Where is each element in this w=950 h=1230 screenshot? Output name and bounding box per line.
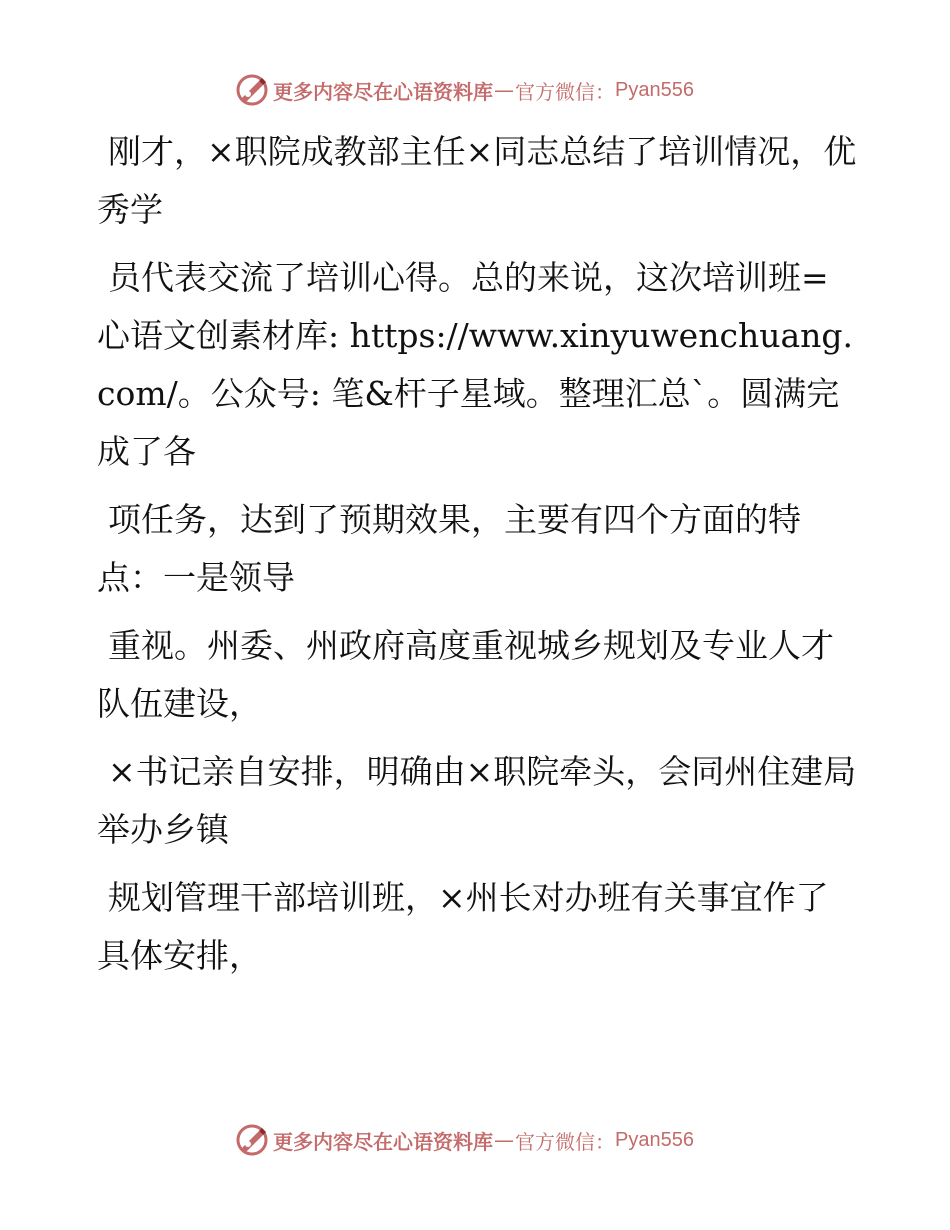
banner-dash: —	[494, 78, 514, 102]
paragraph	[97, 123, 857, 239]
banner-wechat-id: Pyan556	[615, 78, 694, 101]
banner-wechat-id: Pyan556	[615, 1128, 694, 1151]
banner-official-label: 官方微信：	[515, 79, 615, 104]
paragraph	[97, 491, 857, 607]
banner-official-label: 官方微信：	[515, 1129, 615, 1154]
page-header	[0, 70, 950, 110]
page-footer	[0, 1120, 950, 1160]
footer-banner	[235, 1122, 694, 1158]
header-banner	[235, 72, 694, 108]
paragraph-text: 项任务，达到了预期效果，主要有四个方面的特点：一是领导	[97, 500, 801, 597]
paragraph-text: 重视。州委、州政府高度重视城乡规划及专业人才队伍建设，	[97, 626, 834, 723]
banner-promo-text: 更多内容尽在心语资料库	[273, 1129, 493, 1154]
paragraph	[97, 743, 857, 859]
document-body	[97, 123, 857, 995]
banner-dash: —	[494, 1128, 514, 1152]
paragraph	[97, 869, 857, 985]
banner-promo-text: 更多内容尽在心语资料库	[273, 79, 493, 104]
pen-logo-icon	[235, 1123, 269, 1157]
paragraph-text: 刚才，×职院成教部主任×同志总结了培训情况，优秀学	[97, 132, 857, 229]
paragraph-text: 规划管理干部培训班，×州长对办班有关事宜作了具体安排，	[97, 878, 829, 975]
paragraph-text: ×书记亲自安排，明确由×职院牵头，会同州住建局举办乡镇	[97, 752, 857, 849]
pen-logo-icon	[235, 73, 269, 107]
paragraph	[97, 617, 857, 733]
paragraph	[97, 249, 857, 481]
paragraph-text: 员代表交流了培训心得。总的来说，这次培训班=心语文创素材库: https://www.xinyuwenchuang.com/。公众号: 笔&杆子星域。整理汇总`。圆满完成了各	[97, 258, 853, 471]
